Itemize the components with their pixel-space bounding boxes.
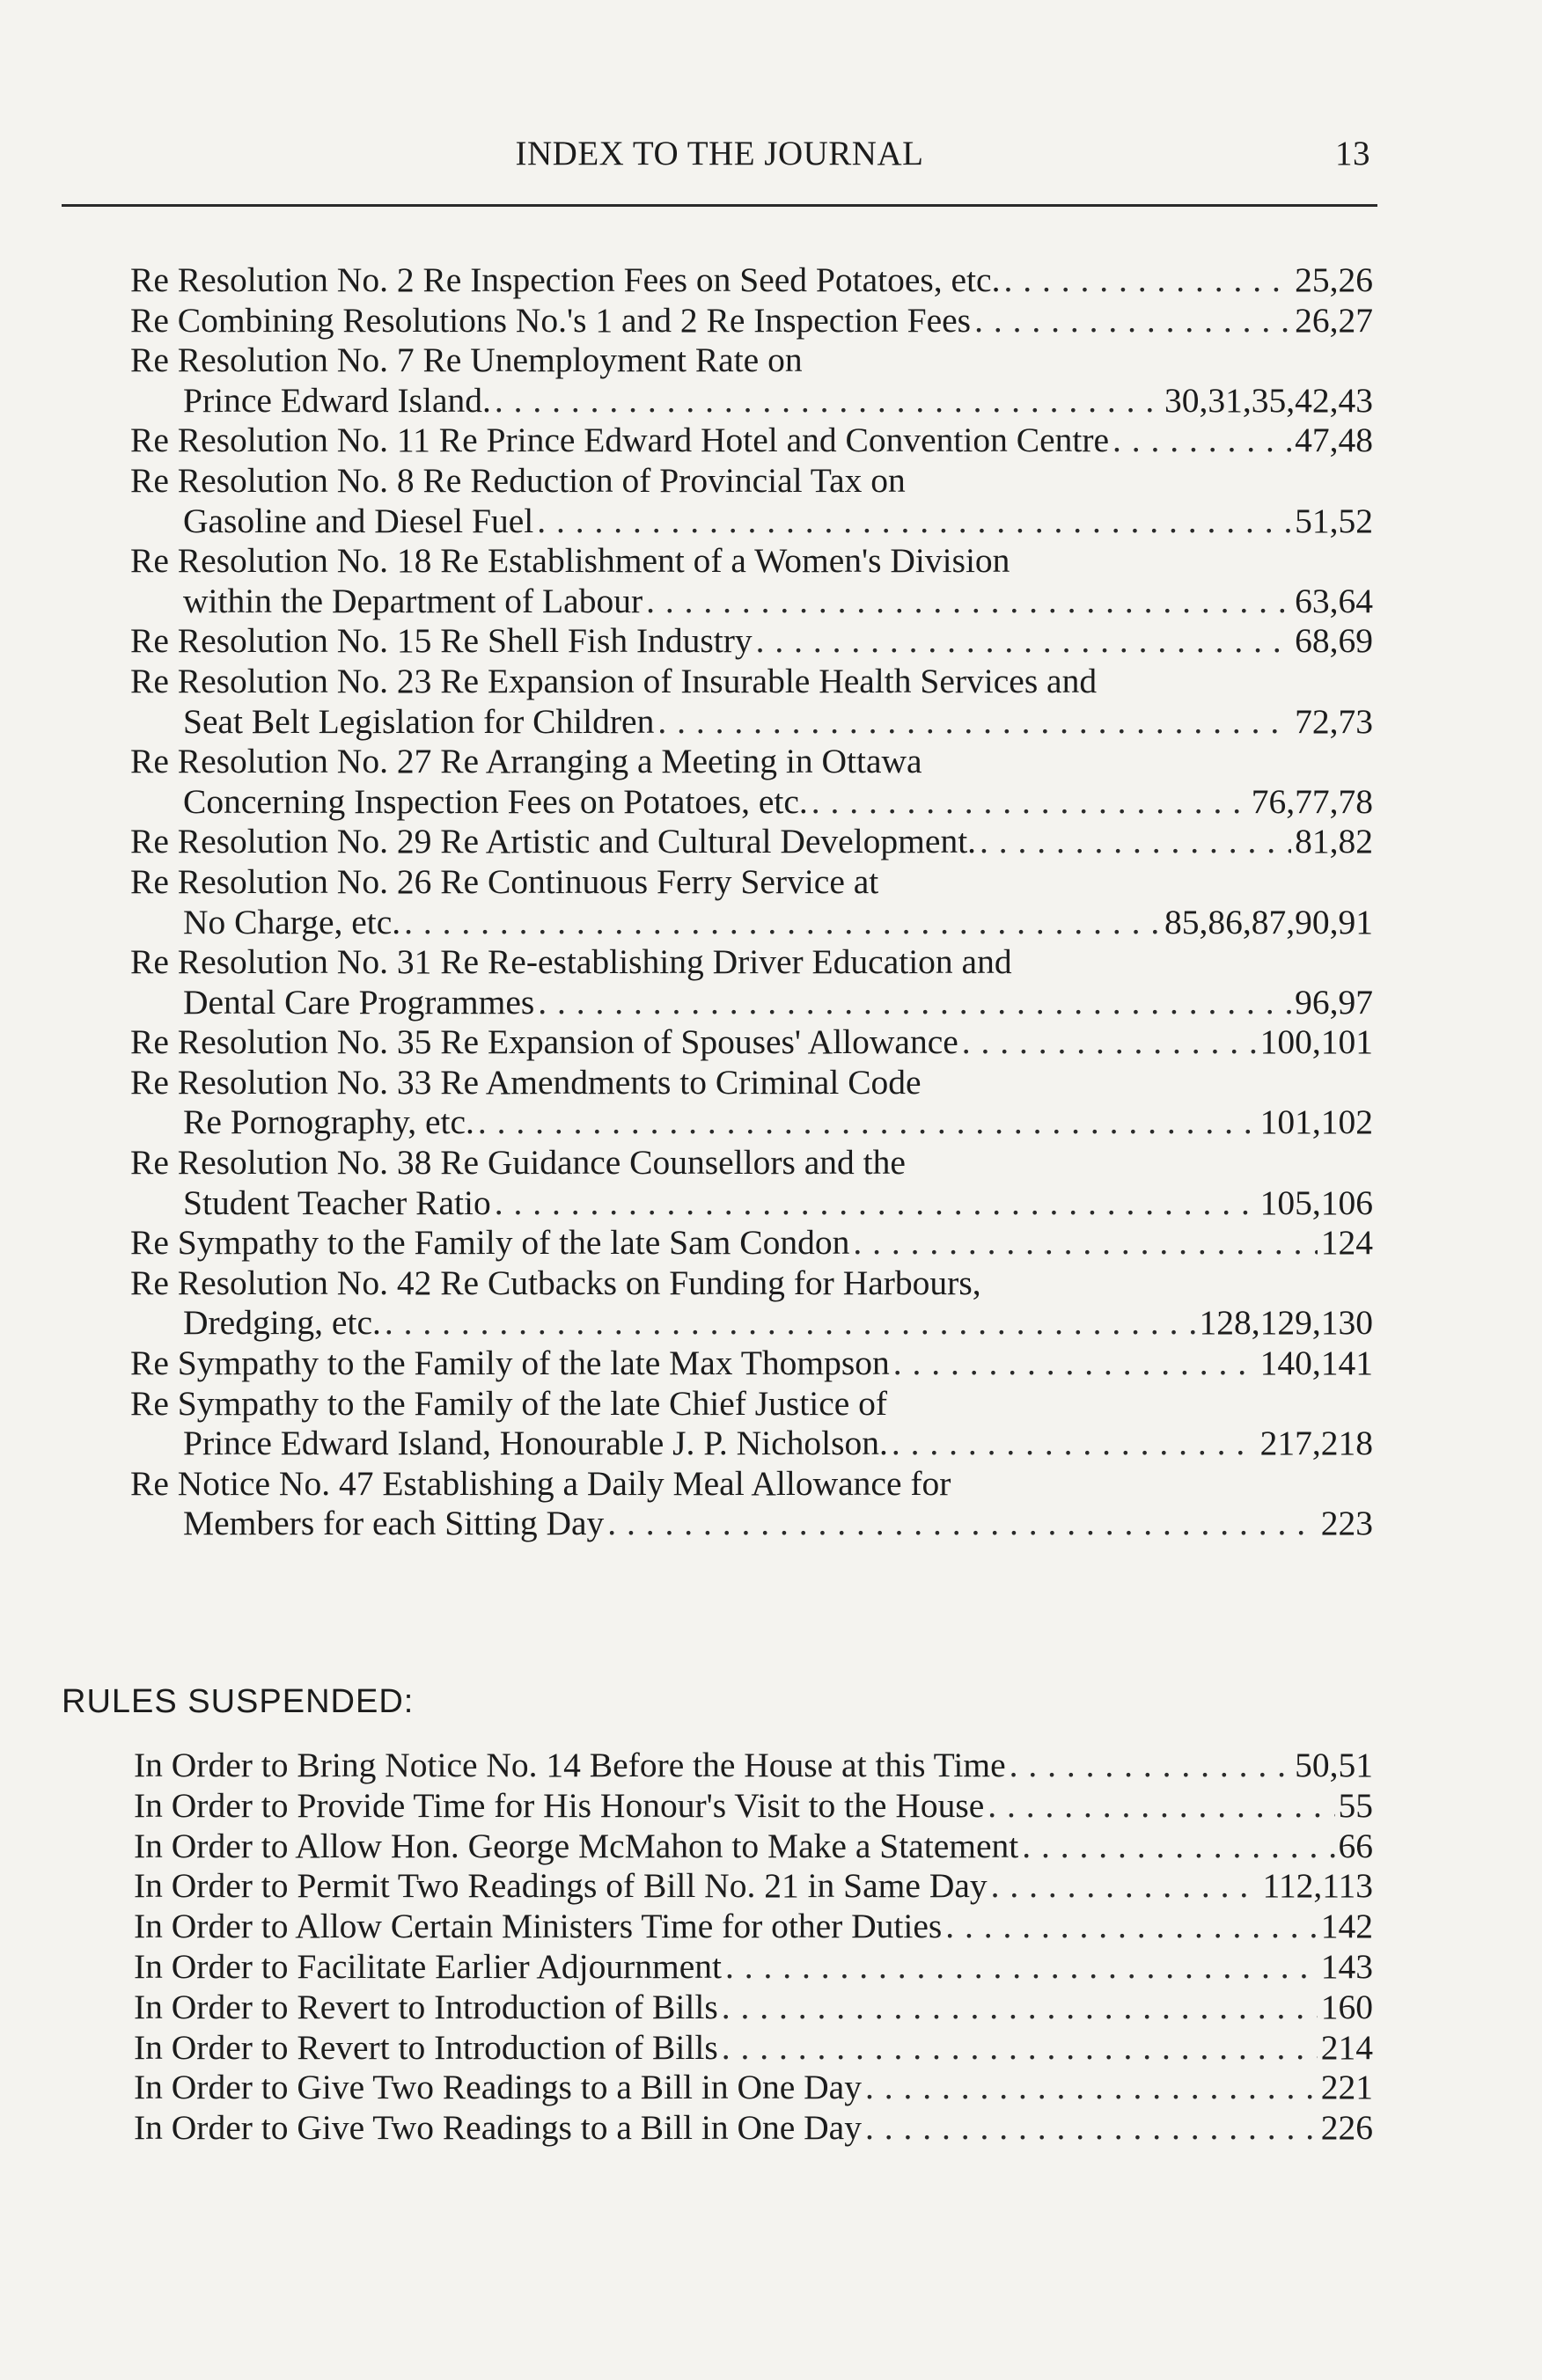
- index-entry-line: [130, 461, 1373, 502]
- index-entry-line: [130, 1183, 1373, 1224]
- index-entry-line: [130, 903, 1373, 943]
- leader-dots: [722, 2028, 1318, 2069]
- entry-text: Dredging, etc.: [183, 1303, 381, 1343]
- entry-pages: 140,141: [1259, 1344, 1373, 1383]
- rule-text: In Order to Allow Hon. George McMahon to Make a Statement: [134, 1826, 1019, 1865]
- leader-dots: [1022, 1827, 1334, 1867]
- index-entry: [130, 1263, 1373, 1344]
- index-entry-line: [130, 1384, 1373, 1424]
- entry-text: Re Pornography, etc.: [183, 1102, 474, 1142]
- rule-text: In Order to Give Two Readings to a Bill in One Day: [134, 2108, 862, 2148]
- entry-pages: 30,31,35,42,43: [1164, 380, 1373, 420]
- index-entry: [130, 1022, 1373, 1063]
- rule-pages: 55: [1338, 1785, 1373, 1825]
- index-entry: [130, 742, 1373, 822]
- header-title: INDEX TO THE JOURNAL: [515, 135, 924, 172]
- index-entry-line: [130, 1504, 1373, 1544]
- index-entry: [130, 822, 1373, 862]
- entry-text: Re Resolution No. 8 Re Reduction of Provincial Tax on: [130, 460, 906, 500]
- leader-dots: [893, 1344, 1257, 1384]
- rules-suspended-item: [134, 1907, 1373, 1947]
- rule-text: In Order to Revert to Introduction of Bills: [134, 1987, 718, 2026]
- entry-text: Re Sympathy to the Family of the late Chief Justice of: [130, 1383, 888, 1423]
- entry-pages: 81,82: [1295, 822, 1373, 861]
- index-entry: [130, 1464, 1373, 1544]
- index-entry: [130, 1223, 1373, 1263]
- leader-dots: [892, 1424, 1257, 1464]
- rules-suspended-item: [134, 1786, 1373, 1827]
- entry-text: Gasoline and Diesel Fuel: [183, 501, 534, 540]
- entry-text: Prince Edward Island, Honourable J. P. Nicholson.: [183, 1424, 888, 1463]
- rule-pages: 160: [1320, 1987, 1373, 2026]
- page-header: [62, 134, 1377, 187]
- entry-text: No Charge, etc.: [183, 902, 401, 941]
- rules-suspended-item: [134, 1746, 1373, 1786]
- leader-dots: [725, 1947, 1318, 1988]
- entry-text: Re Resolution No. 38 Re Guidance Counsellors and the: [130, 1143, 906, 1183]
- entry-pages: 72,73: [1295, 701, 1373, 741]
- index-entry-line: [130, 541, 1373, 582]
- leader-dots: [962, 1022, 1257, 1063]
- entry-pages: 25,26: [1295, 260, 1373, 299]
- entry-pages: 101,102: [1259, 1102, 1373, 1142]
- rule-text: In Order to Bring Notice No. 14 Before the House at this Time: [134, 1746, 1006, 1784]
- entry-text: Re Resolution No. 18 Re Establishment of a Women's Division: [130, 541, 1010, 581]
- leader-dots: [404, 903, 1161, 943]
- index-entry-line: [130, 1344, 1373, 1384]
- entry-text: Re Resolution No. 15 Re Shell Fish Industry: [130, 621, 753, 661]
- leader-dots: [385, 1303, 1196, 1344]
- leader-dots: [756, 621, 1292, 662]
- rule-text: In Order to Provide Time for His Honour's Visit to the House: [134, 1785, 985, 1825]
- leader-dots: [1112, 421, 1291, 461]
- index-entry-line: [130, 862, 1373, 903]
- rule-pages: 66: [1338, 1826, 1373, 1865]
- index-entry: [130, 1143, 1373, 1223]
- index-entry: [130, 541, 1373, 621]
- entry-pages: 100,101: [1259, 1022, 1373, 1062]
- rules-suspended-item: [134, 2108, 1373, 2149]
- entry-text: Seat Belt Legislation for Children: [183, 701, 655, 741]
- leader-dots: [991, 1866, 1259, 1907]
- rule-text: In Order to Permit Two Readings of Bill No. 21 in Same Day: [134, 1866, 988, 1906]
- index-entry: [130, 1063, 1373, 1143]
- index-entry-line: [130, 341, 1373, 381]
- entry-pages: 76,77,78: [1251, 781, 1373, 821]
- leader-dots: [865, 2108, 1318, 2149]
- entry-text: Re Sympathy to the Family of the late Sam Condon: [130, 1223, 850, 1263]
- entry-pages: 51,52: [1295, 501, 1373, 540]
- rule-text: In Order to Allow Certain Ministers Time for other Duties: [134, 1907, 943, 1946]
- rules-suspended-item: [134, 1947, 1373, 1988]
- leader-dots: [495, 381, 1161, 421]
- entry-text: Re Combining Resolutions No.'s 1 and 2 Re Inspection Fees: [130, 300, 972, 340]
- entry-text: Re Resolution No. 2 Re Inspection Fees on Seed Potatoes, etc.: [130, 260, 1001, 299]
- entry-pages: 47,48: [1295, 421, 1373, 460]
- entry-pages: 223: [1320, 1504, 1373, 1543]
- resolution-entries: [130, 260, 1373, 1544]
- index-entry: [130, 461, 1373, 541]
- leader-dots: [538, 983, 1291, 1023]
- index-entry-line: [130, 983, 1373, 1023]
- leader-dots: [1003, 260, 1291, 301]
- leader-dots: [974, 301, 1291, 341]
- leader-dots: [1010, 1746, 1291, 1786]
- rule-pages: 142: [1320, 1907, 1373, 1946]
- entry-text: Re Sympathy to the Family of the late Max Thompson: [130, 1344, 890, 1383]
- leader-dots: [495, 1183, 1257, 1224]
- entry-text: Concerning Inspection Fees on Potatoes, etc.: [183, 781, 808, 821]
- index-entry-line: [130, 502, 1373, 542]
- rule-text: In Order to Revert to Introduction of Bills: [134, 2027, 718, 2067]
- index-entry-line: [130, 702, 1373, 743]
- entry-pages: 63,64: [1295, 581, 1373, 620]
- entry-pages: 217,218: [1259, 1424, 1373, 1463]
- index-entry: [130, 341, 1373, 421]
- entry-text: Re Notice No. 47 Establishing a Daily Meal Allowance for: [130, 1463, 951, 1503]
- index-entry-line: [130, 1303, 1373, 1344]
- rules-suspended-item: [134, 1827, 1373, 1867]
- index-entry: [130, 621, 1373, 662]
- index-entry-line: [130, 301, 1373, 341]
- entry-pages: 68,69: [1295, 621, 1373, 661]
- index-entry-line: [130, 1424, 1373, 1464]
- leader-dots: [945, 1907, 1317, 1947]
- index-entry-line: [130, 662, 1373, 702]
- index-entry: [130, 942, 1373, 1022]
- rules-suspended-item: [134, 2028, 1373, 2069]
- index-entry: [130, 260, 1373, 301]
- entry-pages: 85,86,87,90,91: [1164, 902, 1373, 941]
- rule-pages: 112,113: [1262, 1866, 1373, 1906]
- index-entry-line: [130, 1102, 1373, 1143]
- entry-text: Re Resolution No. 31 Re Re-establishing Driver Education and: [130, 942, 1012, 982]
- index-entry: [130, 301, 1373, 341]
- rules-suspended-heading: RULES SUSPENDED:: [62, 1683, 415, 1720]
- index-entry-line: [130, 1464, 1373, 1505]
- header-page-number: 13: [1335, 135, 1370, 172]
- leader-dots: [657, 702, 1291, 743]
- rule-pages: 50,51: [1295, 1746, 1373, 1784]
- index-entry: [130, 1344, 1373, 1384]
- header-rule: [62, 204, 1377, 207]
- leader-dots: [811, 782, 1248, 823]
- entry-text: Re Resolution No. 26 Re Continuous Ferry Service at: [130, 861, 879, 901]
- entry-text: Re Resolution No. 42 Re Cutbacks on Funding for Harbours,: [130, 1263, 981, 1302]
- index-entry-line: [130, 1263, 1373, 1304]
- rules-suspended-item: [134, 1866, 1373, 1907]
- leader-dots: [478, 1102, 1257, 1143]
- rules-suspended-list: [134, 1746, 1373, 2149]
- entry-text: Members for each Sitting Day: [183, 1504, 605, 1543]
- index-entry-line: [130, 260, 1373, 301]
- rule-pages: 226: [1320, 2108, 1373, 2148]
- index-entry-line: [130, 822, 1373, 862]
- index-entry-line: [130, 1143, 1373, 1183]
- entry-text: within the Department of Labour: [183, 581, 643, 620]
- index-entry-line: [130, 742, 1373, 782]
- rule-pages: 221: [1320, 2068, 1373, 2107]
- entry-text: Re Resolution No. 29 Re Artistic and Cultural Development.: [130, 822, 977, 861]
- entry-text: Prince Edward Island.: [183, 380, 491, 420]
- entry-text: Re Resolution No. 27 Re Arranging a Meeting in Ottawa: [130, 742, 922, 781]
- entry-text: Re Resolution No. 7 Re Unemployment Rate on: [130, 341, 803, 380]
- rule-pages: 214: [1320, 2027, 1373, 2067]
- leader-dots: [646, 582, 1291, 622]
- entry-text: Re Resolution No. 11 Re Prince Edward Hotel and Convention Centre: [130, 421, 1110, 460]
- leader-dots: [537, 502, 1291, 542]
- index-entry: [130, 662, 1373, 742]
- index-entry: [130, 1384, 1373, 1464]
- rule-text: In Order to Facilitate Earlier Adjournment: [134, 1946, 722, 1986]
- index-entry-line: [130, 782, 1373, 823]
- rule-pages: 143: [1320, 1946, 1373, 1986]
- leader-dots: [853, 1223, 1317, 1263]
- index-entry-line: [130, 1022, 1373, 1063]
- entry-pages: 128,129,130: [1199, 1303, 1373, 1343]
- rule-text: In Order to Give Two Readings to a Bill in One Day: [134, 2068, 862, 2107]
- index-entry-line: [130, 421, 1373, 461]
- leader-dots: [722, 1988, 1318, 2028]
- rules-suspended-item: [134, 2068, 1373, 2108]
- index-entry-line: [130, 582, 1373, 622]
- leader-dots: [865, 2068, 1318, 2108]
- index-entry-line: [130, 1223, 1373, 1263]
- entry-text: Dental Care Programmes: [183, 982, 535, 1022]
- entry-text: Re Resolution No. 35 Re Expansion of Spouses' Allowance: [130, 1022, 958, 1062]
- index-entry-line: [130, 942, 1373, 983]
- entry-pages: 26,27: [1295, 300, 1373, 340]
- index-entry: [130, 421, 1373, 461]
- index-entry-line: [130, 1063, 1373, 1103]
- rules-suspended-item: [134, 1988, 1373, 2028]
- leader-dots: [980, 822, 1291, 862]
- entry-pages: 105,106: [1259, 1183, 1373, 1222]
- index-entry: [130, 862, 1373, 942]
- index-entry-line: [130, 621, 1373, 662]
- entry-text: Re Resolution No. 23 Re Expansion of Insurable Health Services and: [130, 661, 1098, 700]
- leader-dots: [988, 1786, 1334, 1827]
- entry-pages: 124: [1320, 1223, 1373, 1263]
- entry-text: Student Teacher Ratio: [183, 1183, 491, 1222]
- leader-dots: [607, 1504, 1317, 1544]
- entry-text: Re Resolution No. 33 Re Amendments to Criminal Code: [130, 1062, 922, 1102]
- entry-pages: 96,97: [1295, 982, 1373, 1022]
- index-entry-line: [130, 381, 1373, 421]
